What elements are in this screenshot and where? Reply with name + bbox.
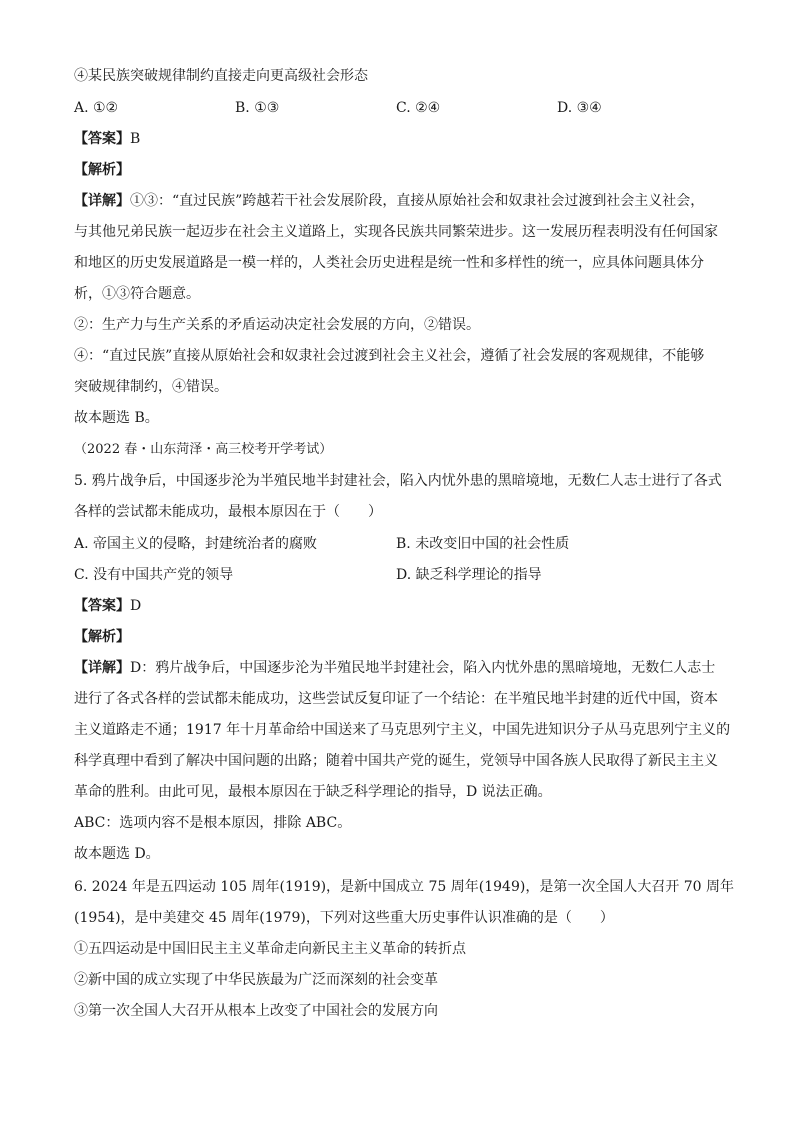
q5-stem-line-2: 各样的尝试都未能成功，最根本原因在于（ ） <box>74 504 382 520</box>
q5-analysis-heading: 【解析】 <box>74 629 130 645</box>
q6-stem-line-1: 6. 2024 年是五四运动 105 周年(1919)，是新中国成立 75 周年(1949)，是第一次全国人大召开 70 周年 <box>74 879 735 895</box>
q5-detail-line-3: 主义道路走不通；1917 年十月革命给中国送来了马克思列宁主义，中国先进知识分子从马克思列宁主义的 <box>74 722 731 738</box>
q4-detail-line-7: 突破规律制约，④错误。 <box>74 379 228 395</box>
q5-option-b: B. 未改变旧中国的社会性质 <box>396 536 570 552</box>
q4-detail-line-2: 与其他兄弟民族一起迈步在社会主义道路上，实现各民族共同繁荣进步。这一发展历程表明没有任何国家 <box>74 224 718 240</box>
q5-detail-text-1: D：鸦片战争后，中国逐步沦为半殖民地半封建社会，陷入内忧外患的黑暗境地，无数仁人志士 <box>130 660 716 676</box>
q4-detail-line-3: 和地区的历史发展道路是一模一样的，人类社会历史进程是统一性和多样性的统一，应具体问题具体分 <box>74 255 704 271</box>
q4-analysis-heading: 【解析】 <box>74 162 130 178</box>
q5-answer-row <box>74 596 724 616</box>
q5-option-d: D. 缺乏科学理论的指导 <box>396 567 542 583</box>
q6-stem-line-2: (1954)，是中美建交 45 周年(1979)，下列对这些重大历史事件认识准确的是（ ） <box>74 910 614 926</box>
q4-answer-row <box>74 129 724 149</box>
q4-conclusion: 故本题选 B。 <box>74 410 159 426</box>
q5-source: （2022 春・山东菏泽・高三校考开学考试） <box>74 442 333 457</box>
q5-detail-line-4: 科学真理中看到了解决中国问题的出路；随着中国共产党的诞生，党领导中国各族人民取得了新民主主义 <box>74 753 718 769</box>
q6-item-3: ③第一次全国人大召开从根本上改变了中国社会的发展方向 <box>74 1003 438 1019</box>
q5-answer-value: D <box>130 598 142 614</box>
q4-detail-line-4: 析，①③符合题意。 <box>74 286 200 302</box>
q5-option-c: C. 没有中国共产党的领导 <box>74 567 234 583</box>
q5-answer-tag: 【答案】 <box>74 598 130 614</box>
q4-item-4: ④某民族突破规律制约直接走向更高级社会形态 <box>74 68 368 84</box>
q4-detail-tag: 【详解】 <box>74 193 130 209</box>
q4-option-c: C. ②④ <box>396 100 441 116</box>
q5-detail-line-2: 进行了各式各样的尝试都未能成功，这些尝试反复印证了一个结论：在半殖民地半封建的近代中国，资本 <box>74 691 718 707</box>
q6-item-2: ②新中国的成立实现了中华民族最为广泛而深刻的社会变革 <box>74 972 438 988</box>
q5-detail-line-5: 革命的胜利。由此可见，最根本原因在于缺乏科学理论的指导，D 说法正确。 <box>74 784 552 800</box>
q5-detail-tag: 【详解】 <box>74 660 130 676</box>
q4-answer-value: B <box>130 131 141 147</box>
q6-item-1: ①五四运动是中国旧民主主义革命走向新民主主义革命的转折点 <box>74 941 466 957</box>
q4-option-b: B. ①③ <box>235 100 280 116</box>
q4-option-d: D. ③④ <box>557 100 602 116</box>
q5-conclusion: 故本题选 D。 <box>74 846 160 862</box>
q4-detail-line-6: ④：“直过民族”直接从原始社会和奴隶社会过渡到社会主义社会，遵循了社会发展的客观规律，不能够 <box>74 348 705 364</box>
q4-option-a: A. ①② <box>74 100 119 116</box>
q5-detail-line-1 <box>74 658 724 678</box>
q4-detail-line-1 <box>74 191 724 211</box>
q4-detail-text-1: ①③：“直过民族”跨越若干社会发展阶段，直接从原始社会和奴隶社会过渡到社会主义社会， <box>130 193 705 209</box>
q4-detail-line-5: ②：生产力与生产关系的矛盾运动决定社会发展的方向，②错误。 <box>74 317 480 333</box>
q5-option-a: A. 帝国主义的侵略，封建统治者的腐败 <box>74 536 318 552</box>
q5-detail-line-6: ABC：选项内容不是根本原因，排除 ABC。 <box>74 815 352 831</box>
q4-answer-tag: 【答案】 <box>74 131 130 147</box>
q5-stem-line-1: 5. 鸦片战争后，中国逐步沦为半殖民地半封建社会，陷入内忧外患的黑暗境地，无数仁人志士进行了各式 <box>74 473 722 489</box>
